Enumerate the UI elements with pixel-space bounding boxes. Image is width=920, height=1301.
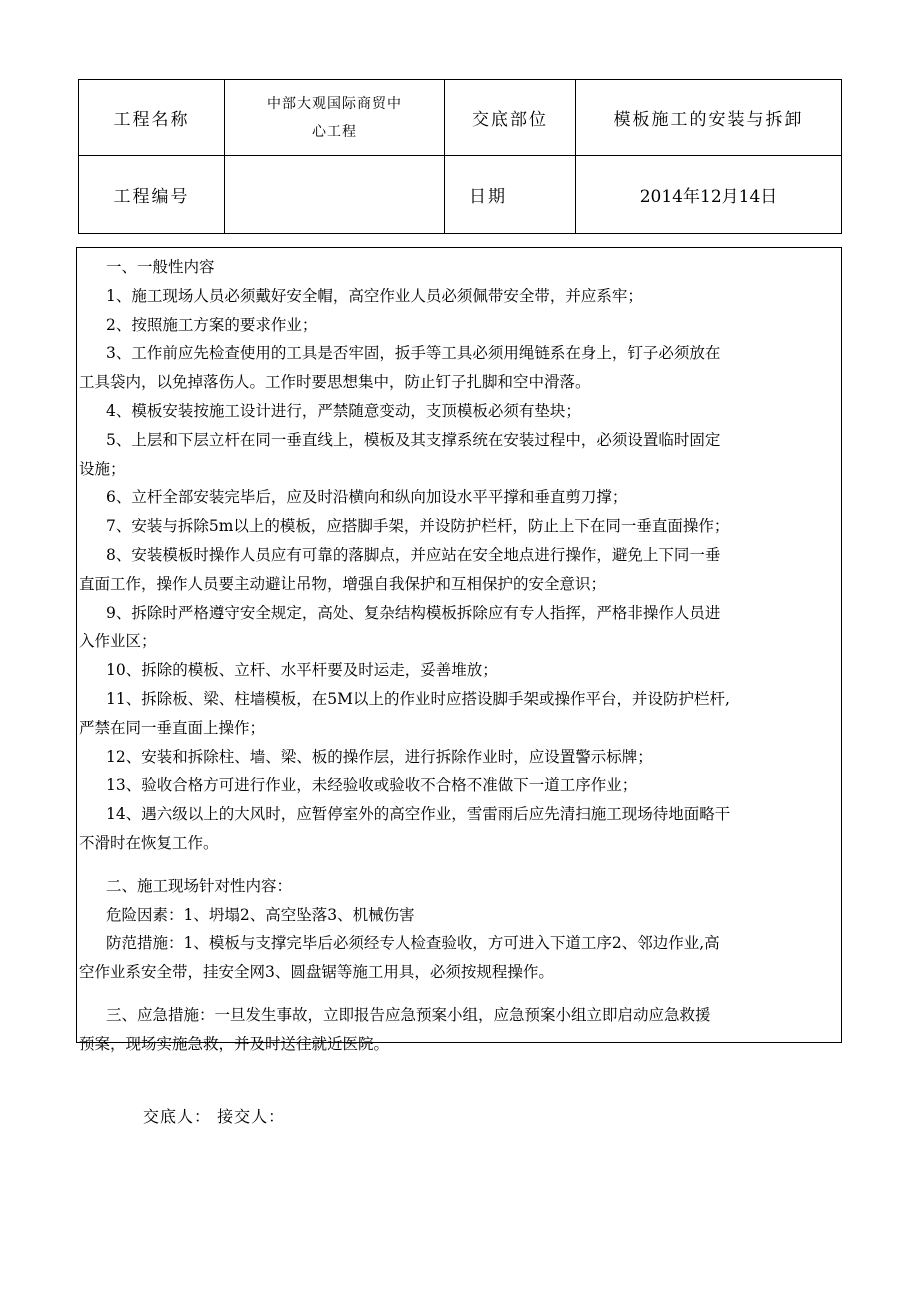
item-14-line1: 14、遇六级以上的大风时，应暂停室外的高空作业，雪雷雨后应先清扫施工现场待地面略干 xyxy=(106,805,731,824)
item-7: 7、安装与拆除5m以上的模板，应搭脚手架，并设防护栏杆，防止上下在同一垂直面操作； xyxy=(106,517,730,536)
item-6: 6、立杆全部安装完毕后，应及时沿横向和纵向加设水平平撑和垂直剪刀撑； xyxy=(106,488,628,507)
measures-line1: 防范措施：1、模板与支撑完毕后必须经专人检查验收，方可进入下道工序2、邻边作业,高 xyxy=(106,934,720,953)
spacer xyxy=(77,858,841,872)
item-3-line1: 3、工作前应先检查使用的工具是否牢固，扳手等工具必须用绳链系在身上，钉子必须放在 xyxy=(106,344,721,363)
date-value: 2014年12月14日 xyxy=(576,156,842,234)
project-no-value xyxy=(225,156,445,234)
project-name-value xyxy=(225,80,445,156)
header-table xyxy=(78,79,842,234)
section-3-line2: 预案，现场实施急救，并及时送往就近医院。 xyxy=(79,1034,390,1053)
handover-part-value: 模板施工的安装与拆卸 xyxy=(576,80,842,156)
item-1: 1、施工现场人员必须戴好安全帽，高空作业人员必须佩带安全带，并应系牢； xyxy=(106,286,643,305)
hazards: 危险因素：1、坍塌2、高空坠落3、机械伤害 xyxy=(106,905,415,924)
item-9-line2: 入作业区； xyxy=(79,632,157,651)
section-3-line1: 三、应急措施：一旦发生事故，立即报告应急预案小组，应急预案小组立即启动应急救援 xyxy=(106,1005,711,1024)
item-8-line2: 直面工作，操作人员要主动避让吊物，增强自我保护和互相保护的安全意识； xyxy=(79,574,607,593)
item-5-line2: 设施； xyxy=(79,459,126,478)
signature-line: 交底人： 接交人： xyxy=(143,1107,286,1126)
spacer xyxy=(77,987,841,1001)
item-5-line1: 5、上层和下层立杆在同一垂直线上，模板及其支撑系统在安装过程中，必须设置临时固定 xyxy=(106,430,721,449)
project-no-label: 工程编号 xyxy=(79,156,225,234)
item-9-line1: 9、拆除时严格遵守安全规定，高处、复杂结构模板拆除应有专人指挥，严格非操作人员进 xyxy=(106,603,721,622)
item-10: 10、拆除的模板、立杆、水平杆要及时运走，妥善堆放； xyxy=(106,661,498,680)
section-1-title: 一、一般性内容 xyxy=(106,258,215,276)
item-14-line2: 不滑时在恢复工作。 xyxy=(79,833,219,852)
project-name-label: 工程名称 xyxy=(79,80,225,156)
content-box xyxy=(76,247,842,1053)
item-11-line2: 严禁在同一垂直面上操作； xyxy=(79,718,266,737)
item-8-line1: 8、安装模板时操作人员应有可靠的落脚点，并应站在安全地点进行操作，避免上下同一垂 xyxy=(106,545,721,564)
item-4: 4、模板安装按施工设计进行，严禁随意变动，支顶模板必须有垫块； xyxy=(106,401,581,420)
item-3-line2: 工具袋内，以免掉落伤人。工作时要思想集中，防止钉子扎脚和空中滑落。 xyxy=(79,373,591,392)
item-12: 12、安装和拆除柱、墙、梁、板的操作层，进行拆除作业时，应设置警示标牌； xyxy=(106,747,653,766)
handover-part-label: 交底部位 xyxy=(445,80,576,156)
item-13: 13、验收合格方可进行作业，未经验收或验收不合格不准做下一道工序作业； xyxy=(106,776,638,795)
project-name-line1: 中部大观国际商贸中 xyxy=(267,95,402,112)
section-2-title: 二、施工现场针对性内容： xyxy=(106,876,293,895)
item-2: 2、按照施工方案的要求作业； xyxy=(106,315,318,334)
date-label: 日期 xyxy=(445,156,576,234)
measures-line2: 空作业系安全带，挂安全网3、圆盘锯等施工用具，必须按规程操作。 xyxy=(79,963,554,982)
item-11-line1: 11、拆除板、梁、柱墙模板，在5M以上的作业时应搭设脚手架或操作平台，并设防护栏杆, xyxy=(106,689,730,708)
project-name-line2: 心工程 xyxy=(312,123,357,140)
